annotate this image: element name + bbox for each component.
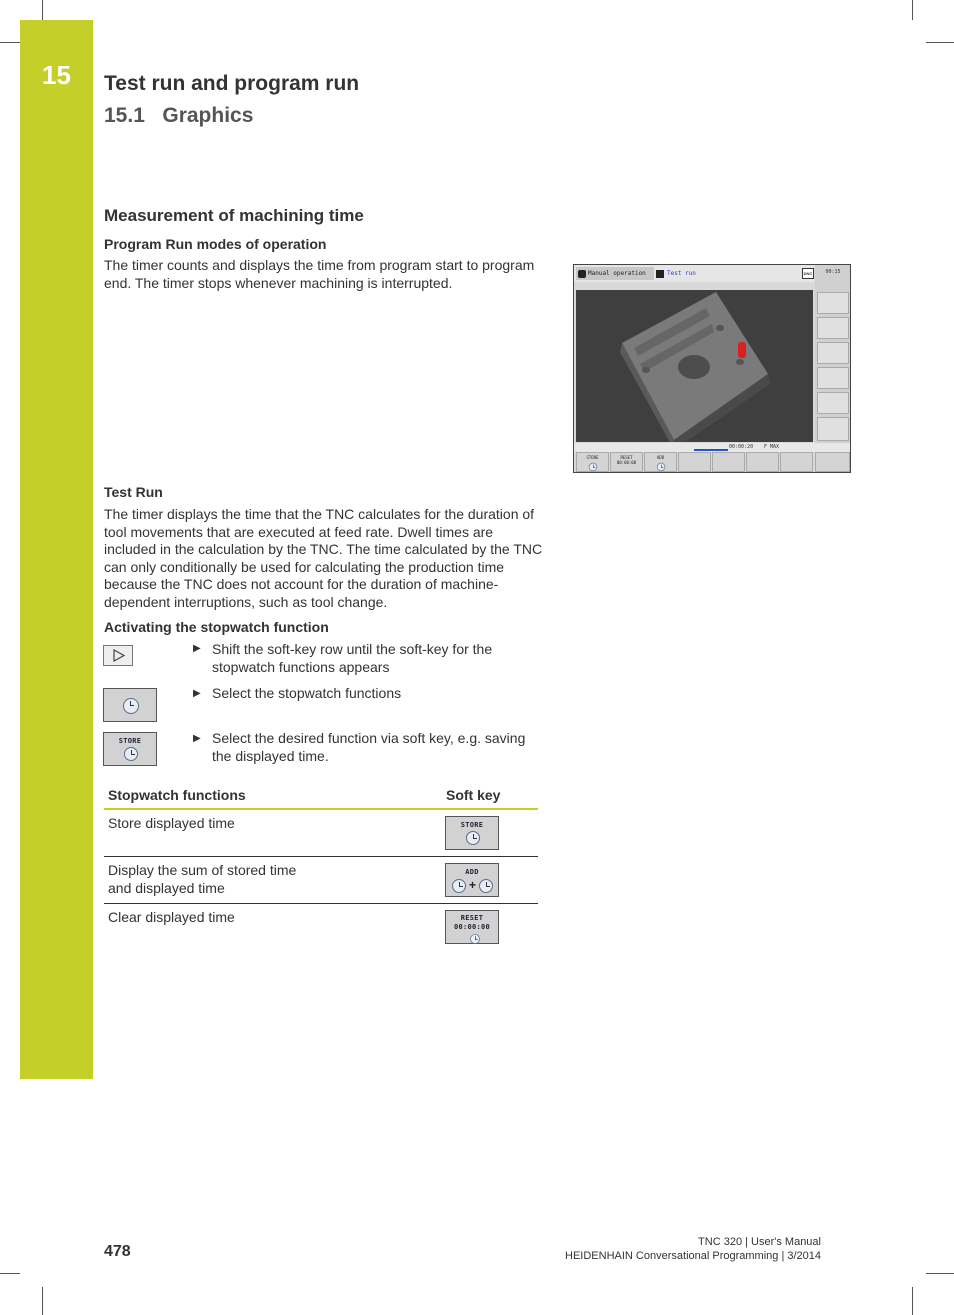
- activating-title: Activating the stopwatch function: [104, 619, 329, 635]
- test-run-title: Test Run: [104, 484, 163, 500]
- table-row: [104, 857, 538, 904]
- vertical-softkey[interactable]: [817, 292, 849, 314]
- tnc-screenshot: [573, 264, 851, 473]
- store-softkey[interactable]: STORE: [445, 816, 499, 850]
- screen-softkey-empty[interactable]: [712, 452, 745, 472]
- add-softkey[interactable]: ADD +: [445, 863, 499, 897]
- workpiece-graphic: [576, 290, 813, 442]
- clock-icon: [479, 879, 493, 893]
- crop-mark: [0, 42, 20, 43]
- screen-softkey-store[interactable]: STORE: [576, 452, 609, 472]
- screen-softkey-reset[interactable]: RESET 00:00:00: [610, 452, 643, 472]
- header-softkey: Soft key: [446, 787, 501, 803]
- chapter-band: [20, 20, 93, 1079]
- reset-softkey[interactable]: RESET 00:00:00: [445, 910, 499, 944]
- test-run-text: The timer displays the time that the TNC calculates for the duration of tool movements that are executed at feed rate. Dwell times are included in the calculation by the TNC. The time calculated by the TNC can only conditionally be used for calculating the production time because the TNC does not account for the duration of machine-dependent interruptions, such as tool change.: [104, 506, 543, 610]
- stopwatch-softkey[interactable]: [103, 688, 157, 722]
- clock-icon: [124, 747, 138, 761]
- step-bullet: ▶: [193, 688, 201, 699]
- step-2-text: Select the stopwatch functions: [212, 685, 402, 701]
- page-heading: Measurement of machining time: [104, 206, 364, 225]
- vertical-softkey[interactable]: [817, 317, 849, 339]
- step-bullet: ▶: [193, 733, 201, 744]
- program-run-title: Program Run modes of operation: [104, 236, 327, 252]
- plus-icon: +: [469, 878, 477, 892]
- crop-mark: [42, 0, 43, 20]
- chapter-number: 15: [42, 60, 71, 90]
- clock-icon: [656, 463, 664, 471]
- vertical-softkey[interactable]: [817, 392, 849, 414]
- screen-softkey-row-switch[interactable]: [815, 452, 850, 472]
- row-function: Display the sum of stored time and displayed time: [108, 862, 297, 896]
- screen-header: [574, 265, 814, 282]
- clock-icon: [466, 831, 480, 845]
- side-clock: 00:15: [825, 269, 841, 275]
- step-bullet: ▶: [193, 643, 201, 654]
- crop-mark: [0, 1273, 20, 1274]
- vertical-softkey[interactable]: [817, 417, 849, 441]
- clock-icon: [588, 463, 596, 471]
- program-tab: Test run: [656, 267, 796, 280]
- tnc-logo-icon: DNC: [802, 268, 814, 279]
- crop-mark: [912, 1287, 913, 1315]
- play-arrow-icon: [104, 646, 132, 665]
- clock-icon: [123, 698, 139, 714]
- header-functions: Stopwatch functions: [108, 787, 246, 803]
- vertical-softkey[interactable]: [817, 342, 849, 364]
- crop-mark: [42, 1287, 43, 1315]
- row-function: Clear displayed time: [108, 909, 235, 925]
- screen-softkey-empty[interactable]: [746, 452, 779, 472]
- step-1-text: Shift the soft-key row until the soft-key for the stopwatch functions appears: [212, 641, 493, 675]
- table-row: [104, 904, 538, 950]
- chapter-title: Test run and program run: [104, 72, 360, 95]
- status-feed: F MAX: [764, 444, 780, 450]
- status-time: 00:00:20: [729, 444, 754, 450]
- graphics-view: [576, 290, 813, 442]
- vertical-softkey-bar: [815, 265, 851, 443]
- vertical-softkey[interactable]: [817, 367, 849, 389]
- screen-softkey-add[interactable]: ADD: [644, 452, 677, 472]
- store-label: STORE: [118, 737, 142, 745]
- screen-softkey-empty[interactable]: [780, 452, 813, 472]
- page-number: 478: [104, 1243, 131, 1260]
- crop-mark: [912, 0, 913, 20]
- crop-mark: [926, 1273, 954, 1274]
- stopwatch-table: [104, 784, 538, 950]
- table-header: [104, 784, 538, 810]
- store-softkey[interactable]: [103, 732, 157, 766]
- row-function: Store displayed time: [108, 815, 235, 831]
- table-row: [104, 810, 538, 857]
- crop-mark: [926, 42, 954, 43]
- program-run-text: The timer counts and displays the time from program start to program end. The timer stops whenever machining is interrupted.: [104, 257, 535, 291]
- step-3-text: Select the desired function via soft key, e.g. saving the displayed time.: [212, 730, 526, 764]
- screen-softkey-empty[interactable]: [678, 452, 711, 472]
- footer-info: TNC 320 | User's Manual HEIDENHAIN Conversational Programming | 3/2014: [565, 1236, 821, 1262]
- section-title: 15.1 Graphics: [104, 104, 254, 127]
- status-progress: [694, 449, 728, 451]
- status-bar: [574, 443, 851, 452]
- mode-tab: Manual operation: [576, 267, 654, 280]
- clock-icon: [470, 934, 480, 944]
- shift-softkey-row-button[interactable]: [103, 645, 133, 666]
- clock-icon: [452, 879, 466, 893]
